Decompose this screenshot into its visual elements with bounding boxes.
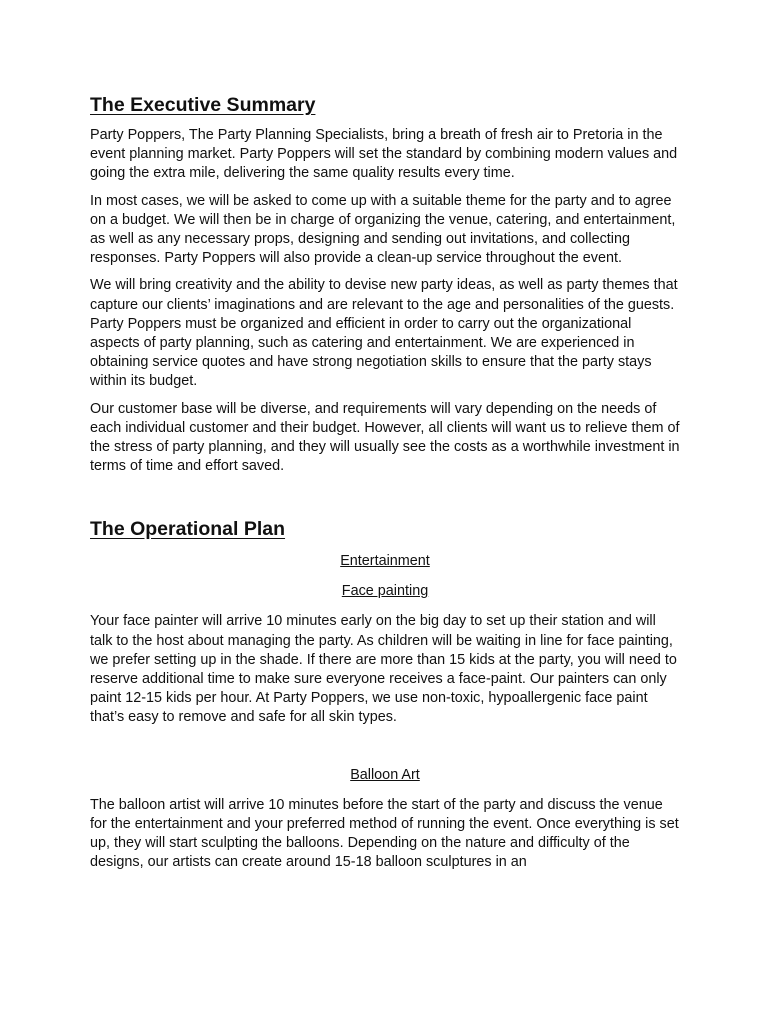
executive-summary-paragraph-4: Our customer base will be diverse, and requirements will vary depending on the needs of each individual customer and their budget. However, all clients will want us to relieve them of the stress of party planning, and they will usually see the costs as a worthwhile investment in terms of time and effort saved. xyxy=(90,400,680,475)
executive-summary-paragraph-1: Party Poppers, The Party Planning Specialists, bring a breath of fresh air to Pretoria in the event planning market. Party Poppers will set the standard by combining modern values and going the extra mile, delivering the same quality results every time. xyxy=(90,127,678,182)
face-painting-paragraph: Your face painter will arrive 10 minutes early on the big day to set up their station and will talk to the host about managing the party. As children will be waiting in line for face painting, we prefer setting up in the shade. If there are more than 15 kids at the party, you will need to reserve additional time to make sure everyone receives a face-paint. Our painters can only paint 12-15 kids per hour. At Party Poppers, we use non-toxic, hypoallergenic face paint that’s easy to remove and safe for all skin types. xyxy=(90,613,677,726)
executive-summary-title: The Executive Summary xyxy=(90,94,316,116)
executive-summary-section xyxy=(90,92,680,476)
executive-summary-paragraph-2: In most cases, we will be asked to come up with a suitable theme for the party and to agree on a budget. We will then be in charge of organizing the venue, catering, and entertainment, as well as any necessary props, designing and sending out invitations, and collecting responses. Party Poppers will also provide a clean-up service throughout the event. xyxy=(90,192,676,267)
executive-summary-paragraph-3: We will bring creativity and the ability to devise new party ideas, as well as party themes that capture our clients’ imaginations and are relevant to the age and personalities of the guests. Party Poppers must be organized and efficient in order to carry out the organizational aspects of party planning, such as catering and entertainment. We are experienced in obtaining service quotes and have strong negotiation skills to ensure that the party stays within its budget. xyxy=(90,277,678,390)
balloon-art-heading: Balloon Art xyxy=(350,766,420,783)
operational-plan-title: The Operational Plan xyxy=(90,518,286,541)
entertainment-heading: Entertainment xyxy=(340,553,430,570)
balloon-art-paragraph: The balloon artist will arrive 10 minutes before the start of the party and discuss the venue for the entertainment and your preferred method of running the event. Once everything is set up, they will start sculpting the balloons. Depending on the nature and difficulty of the designs, our artists can create around 15-18 balloon sculptures in an xyxy=(90,796,679,871)
operational-plan-section xyxy=(90,516,680,872)
section-spacer xyxy=(90,736,680,766)
face-painting-heading: Face painting xyxy=(341,583,429,600)
